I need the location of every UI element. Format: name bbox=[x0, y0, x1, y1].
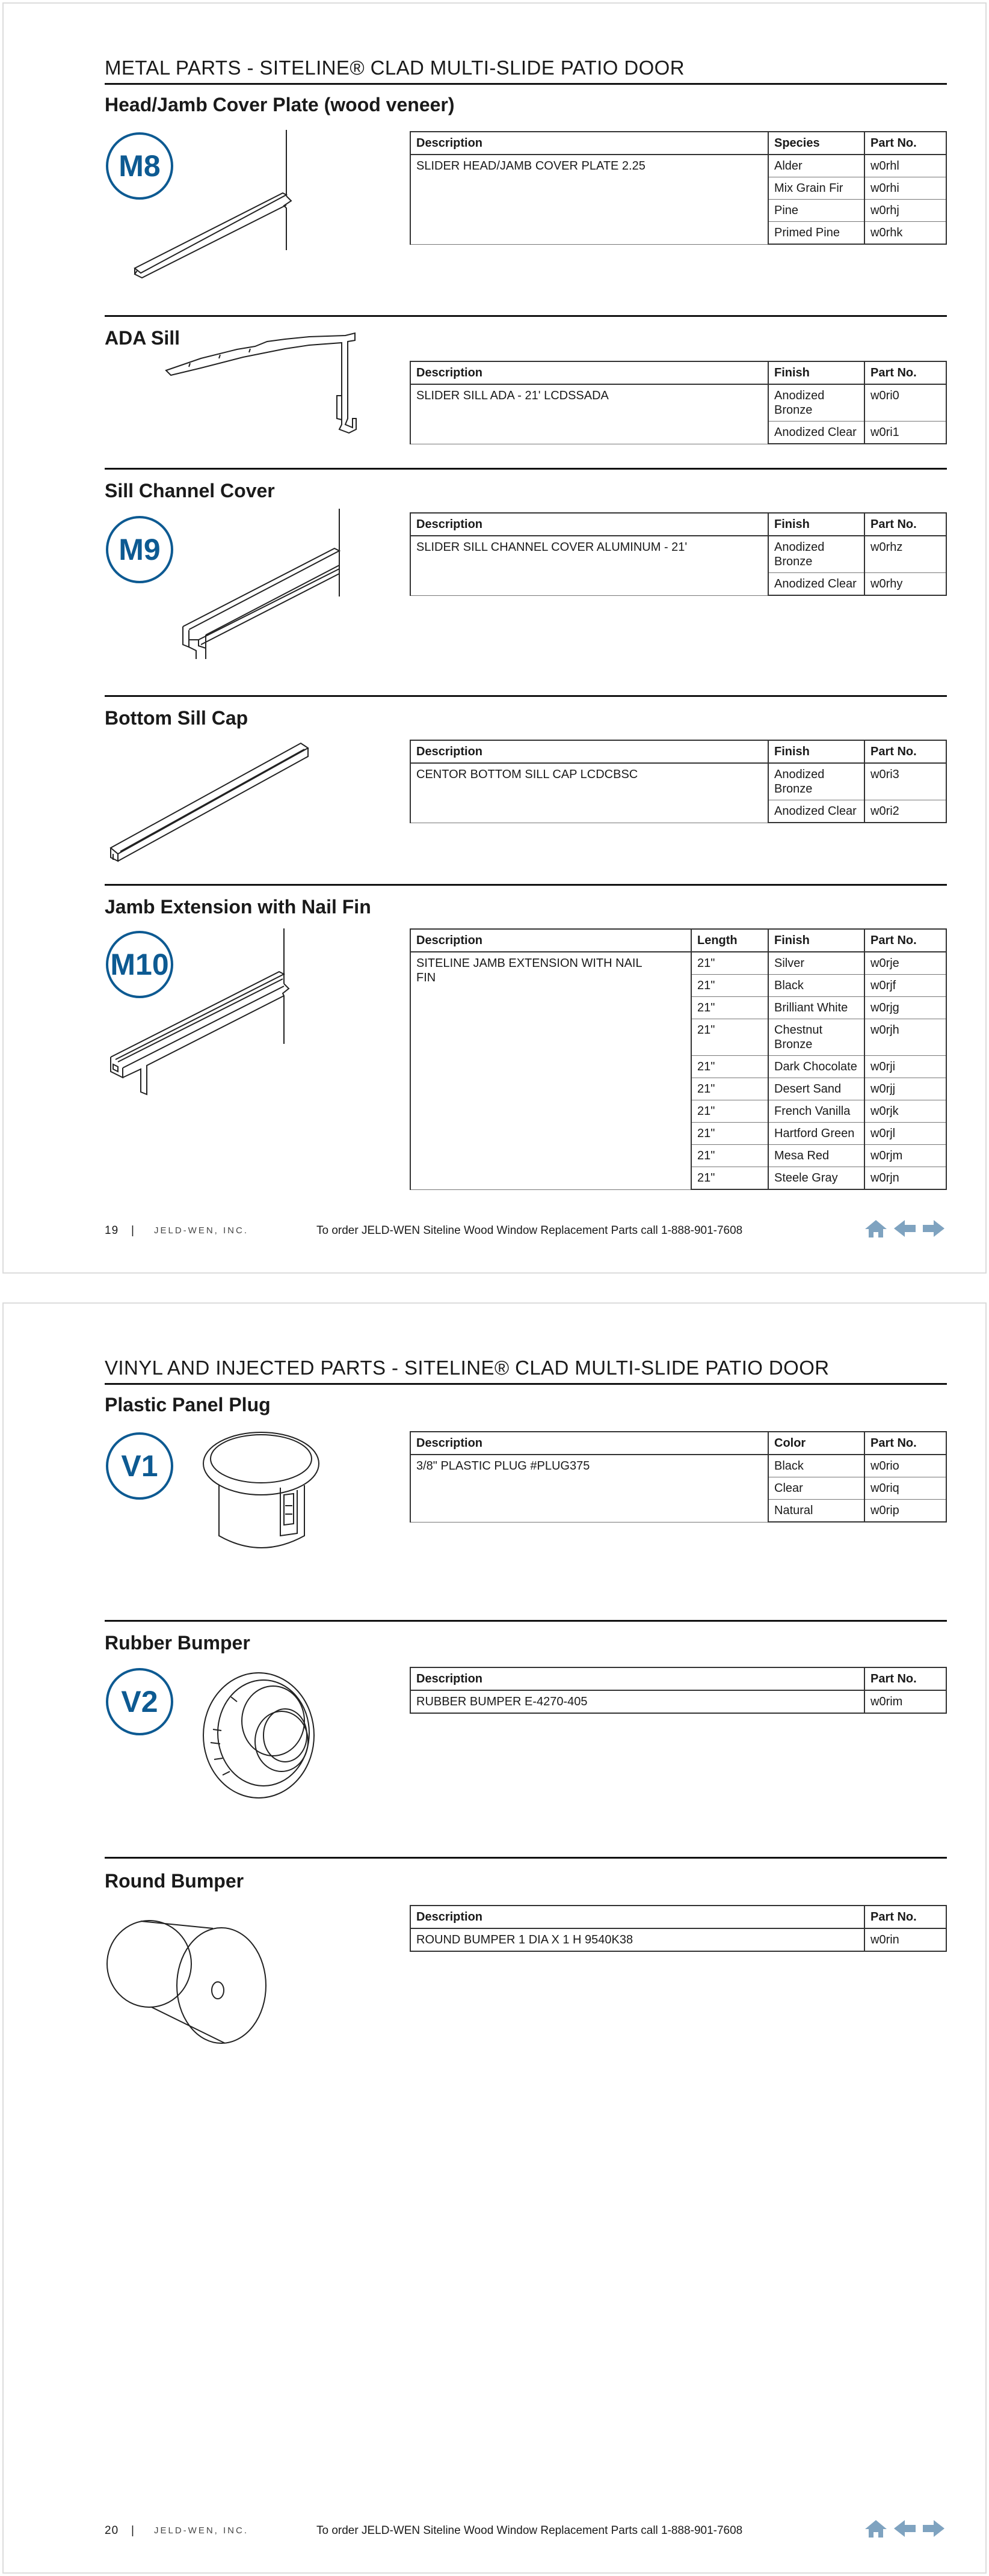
round-bumper-drawing bbox=[105, 1901, 273, 2052]
finish-cell: Desert Sand bbox=[768, 1078, 864, 1100]
part-number-cell: w0ri0 bbox=[864, 384, 946, 422]
column-header-description: Description bbox=[410, 1906, 864, 1928]
part-description: SLIDER SILL ADA - 21' LCDSSADA bbox=[410, 384, 768, 444]
finish-cell: Brilliant White bbox=[768, 997, 864, 1019]
part-number-cell: w0rjh bbox=[864, 1019, 946, 1056]
order-phone-text: To order JELD-WEN Siteline Wood Window Replacement Parts call 1-888-901-7608 bbox=[316, 2524, 743, 2537]
species-cell: Mix Grain Fir bbox=[768, 177, 864, 200]
finish-cell: Silver bbox=[768, 952, 864, 975]
part-badge-m10: M10 bbox=[106, 931, 173, 998]
home-icon[interactable] bbox=[864, 1218, 888, 1239]
page-navigation bbox=[864, 1218, 946, 1239]
table-row bbox=[410, 536, 946, 573]
ada-sill-drawing bbox=[165, 328, 369, 434]
column-header-part-no: Part No. bbox=[864, 1906, 946, 1928]
length-cell: 21" bbox=[691, 1145, 768, 1167]
next-page-arrow-icon[interactable] bbox=[922, 1218, 946, 1239]
section-title-rubber-bumper: Rubber Bumper bbox=[105, 1632, 250, 1654]
part-badge-m8: M8 bbox=[106, 132, 173, 200]
part-number-cell: w0rjm bbox=[864, 1145, 946, 1167]
parts-table-ada-sill bbox=[410, 361, 947, 444]
color-cell: Natural bbox=[768, 1500, 864, 1523]
column-header-description: Description bbox=[410, 361, 768, 384]
page-number: 19 bbox=[105, 1224, 119, 1237]
part-badge-m9: M9 bbox=[106, 516, 173, 583]
next-page-arrow-icon[interactable] bbox=[922, 2518, 946, 2539]
part-number-cell: w0rje bbox=[864, 952, 946, 975]
table-row bbox=[410, 384, 946, 422]
column-header-description: Description bbox=[410, 929, 691, 952]
finish-cell: Anodized Bronze bbox=[768, 763, 864, 800]
table-row bbox=[410, 952, 946, 975]
species-cell: Pine bbox=[768, 200, 864, 222]
column-header-part-no: Part No. bbox=[864, 132, 946, 155]
length-cell: 21" bbox=[691, 975, 768, 997]
column-header-part-no: Part No. bbox=[864, 1432, 946, 1455]
parts-table-round-bumper bbox=[410, 1905, 947, 1952]
part-number-cell: w0rjn bbox=[864, 1167, 946, 1190]
length-cell: 21" bbox=[691, 952, 768, 975]
part-description: SITELINE JAMB EXTENSION WITH NAIL FIN bbox=[410, 952, 691, 1189]
column-header-description: Description bbox=[410, 513, 768, 536]
footer-separator: | bbox=[131, 2524, 135, 2537]
part-badge-v1: V1 bbox=[106, 1432, 173, 1500]
finish-cell: Anodized Clear bbox=[768, 573, 864, 596]
species-cell: Alder bbox=[768, 155, 864, 177]
part-number-cell: w0rji bbox=[864, 1056, 946, 1078]
finish-cell: Mesa Red bbox=[768, 1145, 864, 1167]
part-number-cell: w0rhj bbox=[864, 200, 946, 222]
parts-table-m8 bbox=[410, 131, 947, 245]
part-number-cell: w0riq bbox=[864, 1477, 946, 1500]
part-badge-v2: V2 bbox=[106, 1668, 173, 1735]
section-title-ada-sill: ADA Sill bbox=[105, 327, 180, 349]
section-title-plastic-panel-plug: Plastic Panel Plug bbox=[105, 1394, 271, 1415]
column-header-finish: Finish bbox=[768, 513, 864, 536]
part-number-cell: w0rin bbox=[864, 1928, 946, 1951]
finish-cell: French Vanilla bbox=[768, 1100, 864, 1123]
part-description: CENTOR BOTTOM SILL CAP LCDCBSC bbox=[410, 763, 768, 823]
footer-separator: | bbox=[131, 1224, 135, 1237]
part-number-cell: w0rim bbox=[864, 1690, 946, 1713]
section-divider bbox=[105, 695, 947, 697]
column-header-part-no: Part No. bbox=[864, 929, 946, 952]
part-number-cell: w0rhk bbox=[864, 222, 946, 245]
parts-table-m10 bbox=[410, 928, 947, 1190]
part-number-cell: w0ri2 bbox=[864, 800, 946, 823]
section-title-jamb-extension: Jamb Extension with Nail Fin bbox=[105, 896, 371, 918]
table-row bbox=[410, 1928, 946, 1951]
section-title-round-bumper: Round Bumper bbox=[105, 1870, 244, 1892]
page-title: VINYL AND INJECTED PARTS - SITELINE® CLAD MULTI-SLIDE PATIO DOOR bbox=[105, 1357, 947, 1385]
part-description: SLIDER SILL CHANNEL COVER ALUMINUM - 21' bbox=[410, 536, 768, 595]
column-header-description: Description bbox=[410, 1667, 864, 1690]
parts-table-v1 bbox=[410, 1431, 947, 1523]
column-header-length: Length bbox=[691, 929, 768, 952]
column-header-description: Description bbox=[410, 740, 768, 763]
company-name: JELD-WEN, INC. bbox=[154, 1225, 249, 1236]
finish-cell: Chestnut Bronze bbox=[768, 1019, 864, 1056]
finish-cell: Dark Chocolate bbox=[768, 1056, 864, 1078]
length-cell: 21" bbox=[691, 1100, 768, 1123]
part-number-cell: w0rip bbox=[864, 1500, 946, 1523]
table-row bbox=[410, 1455, 946, 1477]
part-number-cell: w0ri3 bbox=[864, 763, 946, 800]
column-header-color: Color bbox=[768, 1432, 864, 1455]
section-title-head-jamb-cover-plate: Head/Jamb Cover Plate (wood veneer) bbox=[105, 94, 455, 115]
section-title-sill-channel-cover: Sill Channel Cover bbox=[105, 480, 275, 501]
finish-cell: Anodized Clear bbox=[768, 800, 864, 823]
length-cell: 21" bbox=[691, 1019, 768, 1056]
previous-page-arrow-icon[interactable] bbox=[893, 1218, 917, 1239]
finish-cell: Black bbox=[768, 975, 864, 997]
part-description: RUBBER BUMPER E-4270-405 bbox=[410, 1690, 864, 1713]
column-header-description: Description bbox=[410, 132, 768, 155]
finish-cell: Anodized Bronze bbox=[768, 384, 864, 422]
part-number-cell: w0rjj bbox=[864, 1078, 946, 1100]
company-name: JELD-WEN, INC. bbox=[154, 2525, 249, 2536]
column-header-description: Description bbox=[410, 1432, 768, 1455]
part-number-cell: w0rjk bbox=[864, 1100, 946, 1123]
section-divider bbox=[105, 1620, 947, 1622]
table-row bbox=[410, 155, 946, 177]
color-cell: Clear bbox=[768, 1477, 864, 1500]
length-cell: 21" bbox=[691, 1078, 768, 1100]
catalog-page-19 bbox=[2, 2, 987, 1274]
previous-page-arrow-icon[interactable] bbox=[893, 2518, 917, 2539]
table-row bbox=[410, 1690, 946, 1713]
jamb-extension-drawing bbox=[105, 924, 297, 1098]
part-number-cell: w0rio bbox=[864, 1455, 946, 1477]
length-cell: 21" bbox=[691, 1123, 768, 1145]
section-divider bbox=[105, 884, 947, 886]
section-title-bottom-sill-cap: Bottom Sill Cap bbox=[105, 707, 248, 729]
part-number-cell: w0rhl bbox=[864, 155, 946, 177]
page-title: METAL PARTS - SITELINE® CLAD MULTI-SLIDE PATIO DOOR bbox=[105, 57, 947, 85]
head-jamb-cover-plate-drawing bbox=[117, 124, 297, 286]
part-number-cell: w0rjl bbox=[864, 1123, 946, 1145]
column-header-finish: Finish bbox=[768, 740, 864, 763]
part-number-cell: w0rhz bbox=[864, 536, 946, 573]
species-cell: Primed Pine bbox=[768, 222, 864, 245]
column-header-finish: Finish bbox=[768, 361, 864, 384]
section-divider bbox=[105, 468, 947, 470]
page-navigation bbox=[864, 2518, 946, 2539]
part-description: ROUND BUMPER 1 DIA X 1 H 9540K38 bbox=[410, 1928, 864, 1951]
parts-table-v2 bbox=[410, 1667, 947, 1714]
finish-cell: Anodized Clear bbox=[768, 422, 864, 444]
bottom-sill-cap-drawing bbox=[108, 734, 313, 866]
table-row bbox=[410, 763, 946, 800]
finish-cell: Anodized Bronze bbox=[768, 536, 864, 573]
parts-table-bottom-sill-cap bbox=[410, 740, 947, 823]
part-number-cell: w0ri1 bbox=[864, 422, 946, 444]
part-number-cell: w0rhi bbox=[864, 177, 946, 200]
length-cell: 21" bbox=[691, 1056, 768, 1078]
part-description: SLIDER HEAD/JAMB COVER PLATE 2.25 bbox=[410, 155, 768, 244]
column-header-part-no: Part No. bbox=[864, 513, 946, 536]
finish-cell: Hartford Green bbox=[768, 1123, 864, 1145]
color-cell: Black bbox=[768, 1455, 864, 1477]
plastic-panel-plug-drawing bbox=[201, 1428, 333, 1566]
column-header-finish: Finish bbox=[768, 929, 864, 952]
column-header-part-no: Part No. bbox=[864, 740, 946, 763]
part-description: 3/8" PLASTIC PLUG #PLUG375 bbox=[410, 1455, 768, 1522]
order-phone-text: To order JELD-WEN Siteline Wood Window Replacement Parts call 1-888-901-7608 bbox=[316, 1224, 743, 1237]
rubber-bumper-drawing bbox=[201, 1663, 333, 1802]
column-header-species: Species bbox=[768, 132, 864, 155]
section-divider bbox=[105, 315, 947, 317]
part-number-cell: w0rjf bbox=[864, 975, 946, 997]
page-number: 20 bbox=[105, 2524, 119, 2537]
catalog-page-20 bbox=[2, 1302, 987, 2574]
part-number-cell: w0rhy bbox=[864, 573, 946, 596]
finish-cell: Steele Gray bbox=[768, 1167, 864, 1190]
length-cell: 21" bbox=[691, 1167, 768, 1190]
sill-channel-cover-drawing bbox=[177, 506, 357, 663]
column-header-part-no: Part No. bbox=[864, 1667, 946, 1690]
column-header-part-no: Part No. bbox=[864, 361, 946, 384]
part-number-cell: w0rjg bbox=[864, 997, 946, 1019]
section-divider bbox=[105, 1857, 947, 1859]
home-icon[interactable] bbox=[864, 2518, 888, 2539]
parts-table-m9 bbox=[410, 512, 947, 596]
length-cell: 21" bbox=[691, 997, 768, 1019]
